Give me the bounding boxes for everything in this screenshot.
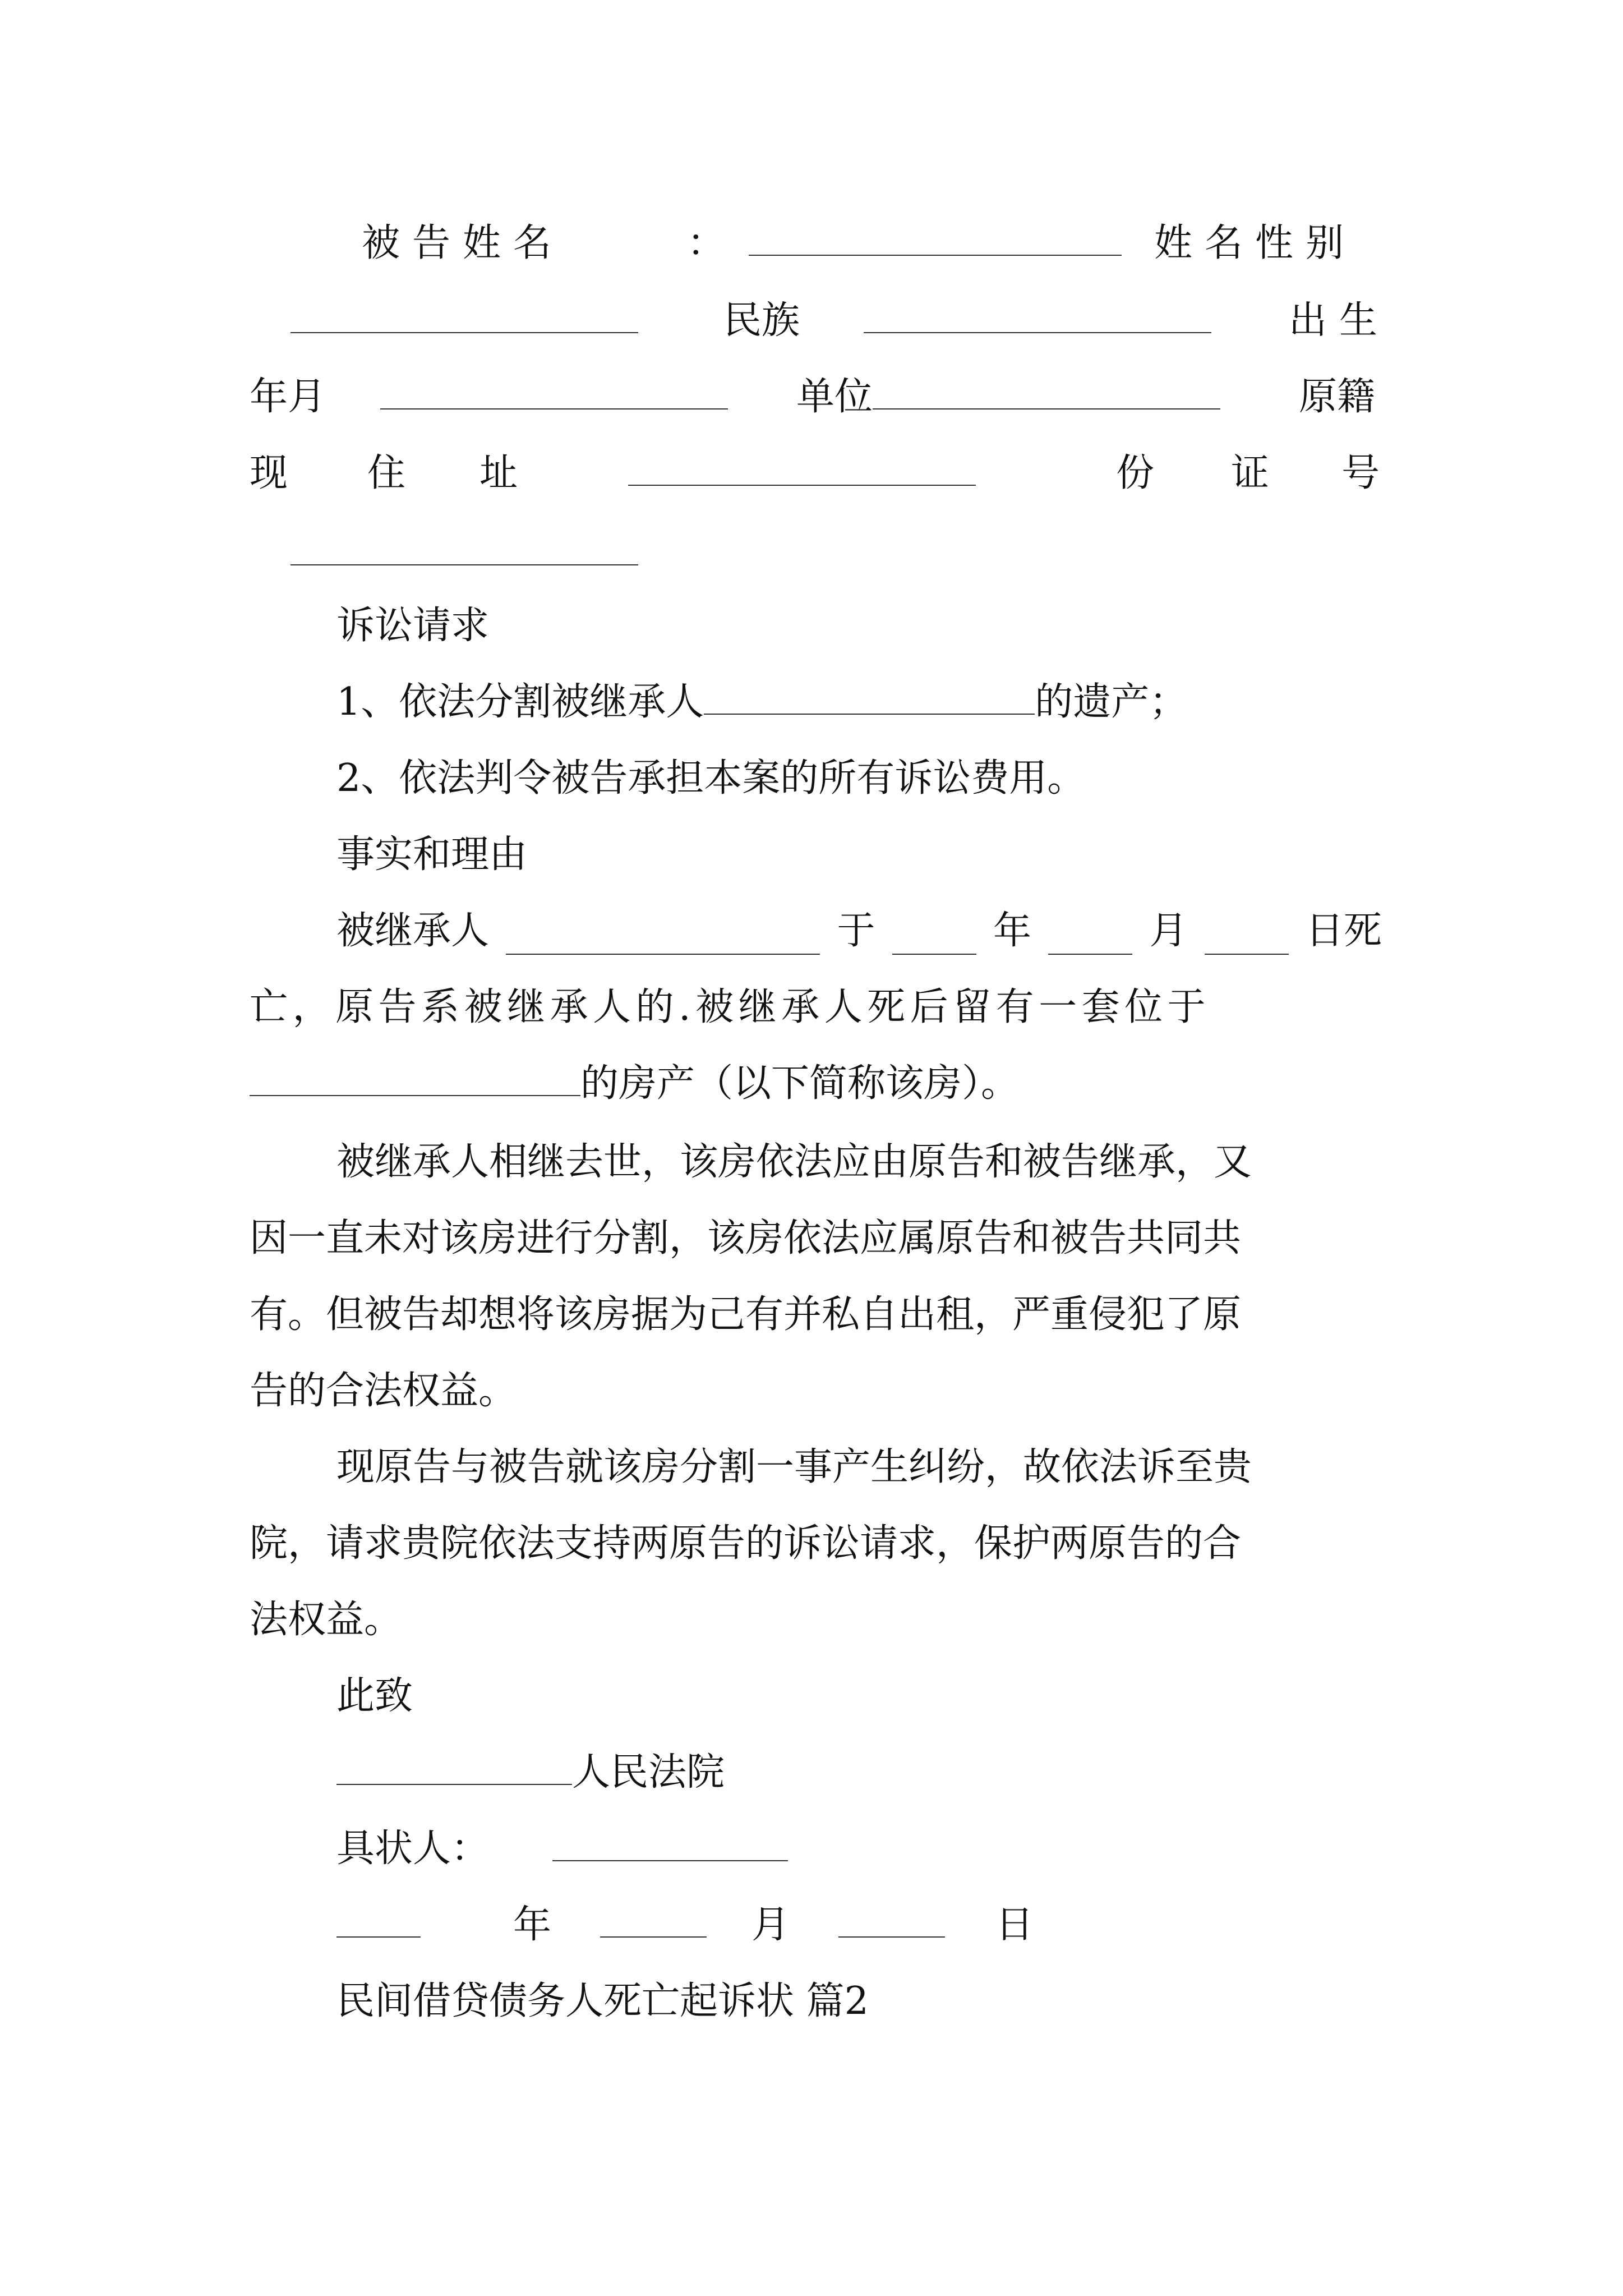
- date-day-label-wrap: [995, 1902, 1034, 1949]
- claims-heading: 诉讼请求: [336, 604, 490, 648]
- facts-p1-a: 被继承人: [336, 909, 490, 953]
- defendant-gender-label-wrap: [1154, 220, 1356, 267]
- defendant-gender-field[interactable]: [291, 297, 638, 344]
- defendant-name-field[interactable]: [749, 220, 1122, 267]
- facts-p2-line1: 被继承人相继去世，该房依法应由原告和被告继承，又: [336, 1140, 1252, 1184]
- defendant-gender-label: 姓名性别: [1154, 221, 1357, 265]
- defendant-birth-blank[interactable]: [380, 375, 728, 409]
- facts-p1-c: 年: [993, 909, 1031, 953]
- address-char-2-wrap: [367, 450, 405, 497]
- death-year-blank[interactable]: [892, 920, 976, 955]
- date-month-label: 月: [751, 1903, 790, 1947]
- death-person-blank[interactable]: [506, 920, 820, 955]
- address-char-3-wrap: [479, 450, 518, 497]
- court-line: [336, 1749, 725, 1796]
- defendant-ethnicity-field[interactable]: [864, 297, 1211, 344]
- death-month-blank[interactable]: [1048, 920, 1132, 955]
- facts-p1-b: 于: [837, 909, 875, 953]
- facts-p3-line2: 院，请求贵院依法支持两原告的诉讼请求，保护两原告的合: [250, 1521, 1242, 1566]
- facts-heading: 事实和理由: [336, 832, 528, 877]
- facts-p2-line3: 有。但被告却想将该房据为己有并私自出租，严重侵犯了原: [250, 1292, 1242, 1337]
- claim-item-1-post: 的遗产；: [1035, 680, 1188, 724]
- date-day-label: 日: [995, 1903, 1034, 1947]
- defendant-employer-blank[interactable]: [873, 375, 1220, 409]
- petitioner-field[interactable]: [552, 1825, 788, 1872]
- defendant-name-blank[interactable]: [749, 221, 1122, 256]
- colon: ：: [687, 221, 726, 265]
- defendant-employer-label: 单位: [796, 375, 873, 419]
- defendant-name-label: 被告姓名: [362, 221, 564, 265]
- id-char-1-wrap: [1116, 450, 1154, 497]
- date-day-field[interactable]: [838, 1902, 945, 1949]
- facts-p1-line2: 亡，原告系被继承人的.被继承人死后留有一套位于: [250, 985, 1211, 1029]
- defendant-ethnicity-label-wrap: [723, 297, 800, 344]
- petitioner-line: [336, 1825, 489, 1872]
- defendant-birth-label-wrap: [1289, 297, 1390, 344]
- defendant-birth-label-2: 年月: [250, 375, 326, 419]
- decedent-name-blank[interactable]: [704, 680, 1035, 715]
- date-day-blank[interactable]: [838, 1903, 945, 1938]
- claim-item-2: 2、依法判令被告承担本案的所有诉讼费用。: [336, 756, 1086, 800]
- defendant-origin-label-wrap: [1299, 374, 1375, 421]
- date-year-blank[interactable]: [336, 1903, 421, 1938]
- facts-p1-e: 日死: [1305, 909, 1382, 953]
- id-char-1: 份: [1116, 451, 1155, 495]
- date-year-label-wrap: [513, 1902, 551, 1949]
- address-char-2: 住: [367, 451, 406, 495]
- defendant-birth-label-2-wrap: [250, 374, 326, 421]
- claim-item-1-pre: 1、依法分割被继承人: [336, 680, 704, 724]
- death-day-blank[interactable]: [1205, 920, 1289, 955]
- address-char-1: 现: [250, 451, 288, 495]
- date-month-label-wrap: [751, 1902, 790, 1949]
- defendant-ethnicity-blank[interactable]: [864, 298, 1211, 333]
- id-char-2: 证: [1231, 451, 1270, 495]
- facts-p2-line4: 告的合法权益。: [250, 1369, 517, 1413]
- defendant-id-field[interactable]: [291, 530, 638, 577]
- defendant-employer-wrap: [796, 374, 1220, 421]
- defendant-name-row: [362, 220, 564, 267]
- defendant-id-blank[interactable]: [291, 531, 638, 565]
- court-name-blank[interactable]: [336, 1750, 572, 1785]
- date-year-field[interactable]: [336, 1902, 421, 1949]
- petitioner-label: 具状人：: [336, 1826, 490, 1871]
- id-char-2-wrap: [1231, 450, 1269, 497]
- defendant-gender-blank[interactable]: [291, 298, 638, 333]
- claim-item-1: [336, 679, 1187, 726]
- date-month-field[interactable]: [600, 1902, 707, 1949]
- facts-p2-line2: 因一直未对该房进行分割，该房依法应属原告和被告共同共: [250, 1216, 1242, 1260]
- defendant-address-field[interactable]: [628, 450, 976, 497]
- date-month-blank[interactable]: [600, 1903, 707, 1938]
- property-location-blank[interactable]: [250, 1061, 580, 1096]
- defendant-address-blank[interactable]: [628, 451, 976, 486]
- defendant-origin-label: 原籍: [1299, 375, 1376, 419]
- defendant-birth-field[interactable]: [380, 374, 728, 421]
- next-section-title: 民间借贷债务人死亡起诉状 篇2: [336, 1979, 869, 2023]
- id-char-3-wrap: [1341, 450, 1380, 497]
- salutation: 此致: [336, 1674, 413, 1718]
- facts-p1-line3-post: 的房产（以下简称该房）。: [580, 1061, 1020, 1106]
- defendant-ethnicity-label: 民族: [723, 298, 800, 343]
- date-year-label: 年: [513, 1903, 552, 1947]
- address-char-3: 址: [479, 451, 518, 495]
- facts-p1-d: 月: [1149, 909, 1188, 953]
- court-suffix: 人民法院: [572, 1750, 725, 1795]
- id-char-3: 号: [1341, 451, 1380, 495]
- facts-p1-line1: [336, 908, 1382, 955]
- petitioner-blank[interactable]: [552, 1826, 788, 1861]
- facts-p3-line1: 现原告与被告就该房分割一事产生纠纷，故依法诉至贵: [336, 1445, 1252, 1489]
- facts-p3-line3: 法权益。: [250, 1598, 403, 1642]
- defendant-birth-label-1: 出生: [1289, 298, 1390, 343]
- defendant-name-colon: [687, 220, 725, 267]
- facts-p1-line3: [250, 1060, 1019, 1107]
- defendant-address-row: [250, 450, 288, 497]
